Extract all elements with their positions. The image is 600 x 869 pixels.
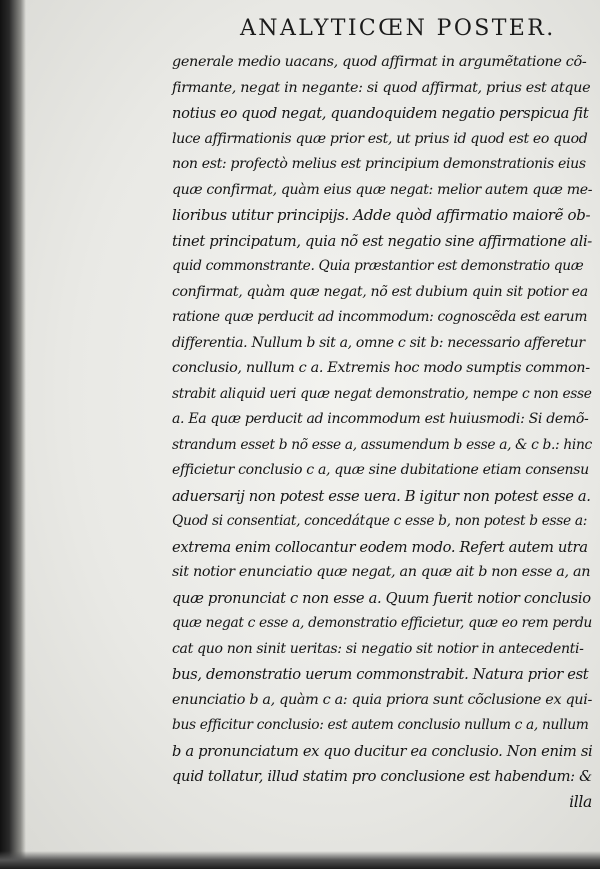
catchword: illa [569,792,592,811]
text-line: enunciatio b a, quàm c a: quia priora sunt cõclusione ex qui- [172,691,592,708]
text-line: cat quo non sinit ueritas: si negatio sit notior in antecedenti- [172,640,584,657]
text-line: sit notior enunciatio quæ negat, an quæ ait b non esse a, an [172,564,591,580]
text-line: quæ pronunciat c non esse a. Quum fuerit notior conclusio [172,589,591,607]
text-line: conclusio, nullum c a. Extremis hoc modo sumptis common- [172,360,590,376]
text-line: efficietur conclusio c a, quæ sine dubitatione etiam consensu [172,462,589,478]
text-line: luce affirmationis quæ prior est, ut prius id quod est eo quod [172,130,588,147]
text-line: lioribus utitur principijs. Adde quòd affirmatio maiorẽ ob- [172,206,591,224]
text-line: Quod si consentiat, concedátque c esse b, non potest b esse a: [172,513,588,529]
text-line: non est: profectò melius est principium demonstrationis eius [172,156,586,172]
text-line: bus efficitur conclusio: est autem conclusio nullum c a, nullum [172,717,589,733]
text-line: quæ confirmat, quàm eius quæ negat: melior autem quæ me- [172,181,593,198]
text-line: generale medio uacans, quod affirmat in argumẽtatione cõ- [172,54,587,70]
text-line: strabit aliquid ueri quæ negat demonstratio, nempe c non esse [172,385,592,402]
text-line: a. Ea quæ perducit ad incommodum est huiusmodi: Si demõ- [172,411,589,427]
gutter-shadow [0,0,26,869]
text-line: quid tollatur, illud statim pro conclusione est habendum: & [172,768,592,785]
bottom-edge-shadow [0,851,600,869]
text-line: confirmat, quàm quæ negat, nõ est dubium quin sit potior ea [172,283,588,300]
text-line: quid commonstrante. Quia præstantior est demonstratio quæ [172,258,584,274]
text-line: strandum esset b nõ esse a, assumendum b esse a, & c b.: hinc [172,436,592,453]
text-line: notius eo quod negat, quandoquidem negatio perspicua fit [172,105,589,122]
text-line: aduersarij non potest esse uera. B igitur non potest esse a. [172,487,591,505]
main-text [172,50,592,815]
text-line: differentia. Nullum b sit a, omne c sit b: necessario afferetur [172,334,585,351]
text-line: bus, demonstratio uerum commonstrabit. Natura prior est [172,666,589,683]
text-line: extrema enim collocantur eodem modo. Refert autem utra [172,538,588,556]
text-line: tinet principatum, quia nõ est negatio sine affirmatione ali- [172,232,592,250]
running-title: ANALYTICŒN POSTER. [240,16,556,41]
text-line: quæ negat c esse a, demonstratio efficietur, quæ eo rem perdu [172,615,592,631]
text-line: b a pronunciatum ex quo ducitur ea conclusio. Non enim si [172,742,593,760]
text-line: firmante, negat in negante: si quod affirmat, prius est atque [172,79,591,96]
text-line: ratione quæ perducit ad incommodum: cognoscẽda est earum [172,309,588,325]
